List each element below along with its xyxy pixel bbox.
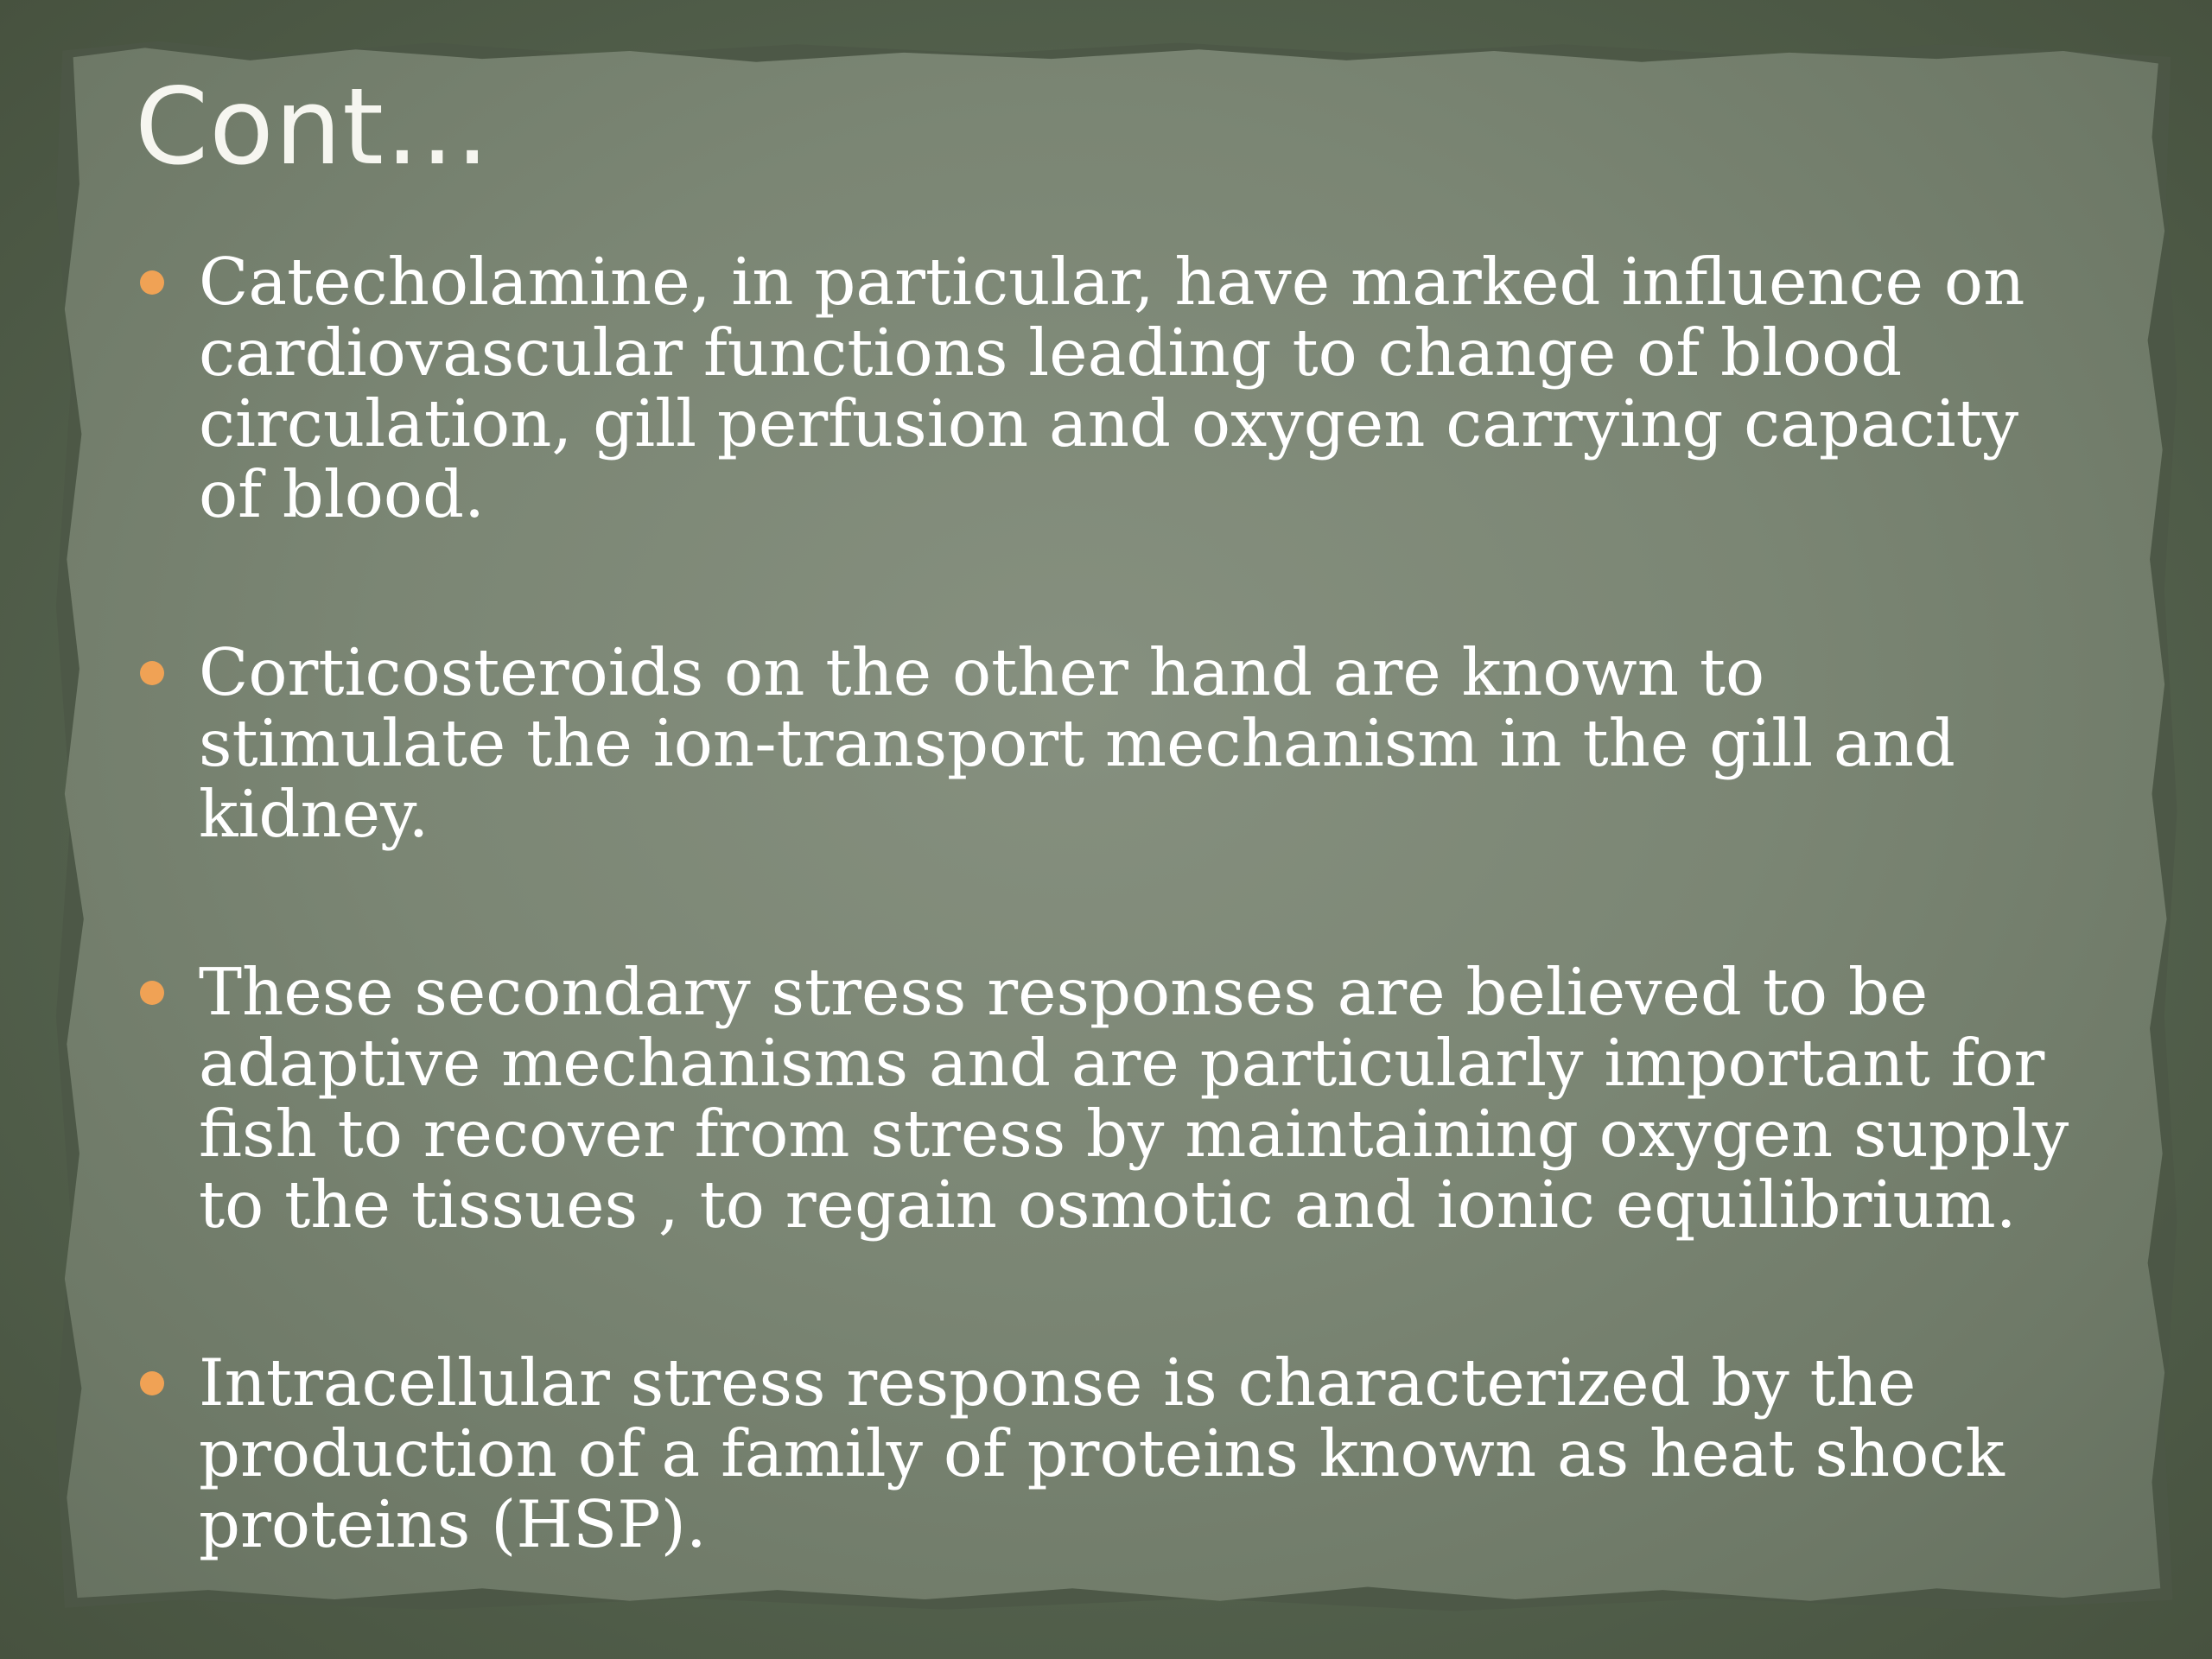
bullet-dot-icon: [140, 270, 164, 295]
bullet-dot-icon: [140, 981, 164, 1005]
slide-title: Cont…: [135, 66, 491, 188]
bullet-item: [130, 1344, 2082, 1562]
bullet-item: [130, 246, 2082, 530]
bullet-item: [130, 954, 2082, 1243]
bullet-dot-icon: [140, 1371, 164, 1395]
bullet-text: Corticosteroids on the other hand are known to stimulate the ion-transport mechanism in the gill and kidney.: [199, 634, 1955, 852]
bullet-dot-icon: [140, 661, 164, 685]
bullet-text: Catecholamine, in particular, have marked influence on cardiovascular functions leading to change of blood circulation, gill perfusion and oxygen carrying capacity of blood.: [199, 244, 2025, 532]
bullet-text: These secondary stress responses are believed to be adaptive mechanisms and are particularly important for fish to recover from stress by maintaining oxygen supply to the tissues , to regain osmotic and ionic equilibrium.: [199, 954, 2069, 1243]
bullet-item: [130, 634, 2082, 852]
bullet-text: Intracellular stress response is characterized by the production of a family of proteins known as heat shock proteins (HSP).: [199, 1344, 2005, 1562]
bullet-list: [130, 246, 2082, 1560]
